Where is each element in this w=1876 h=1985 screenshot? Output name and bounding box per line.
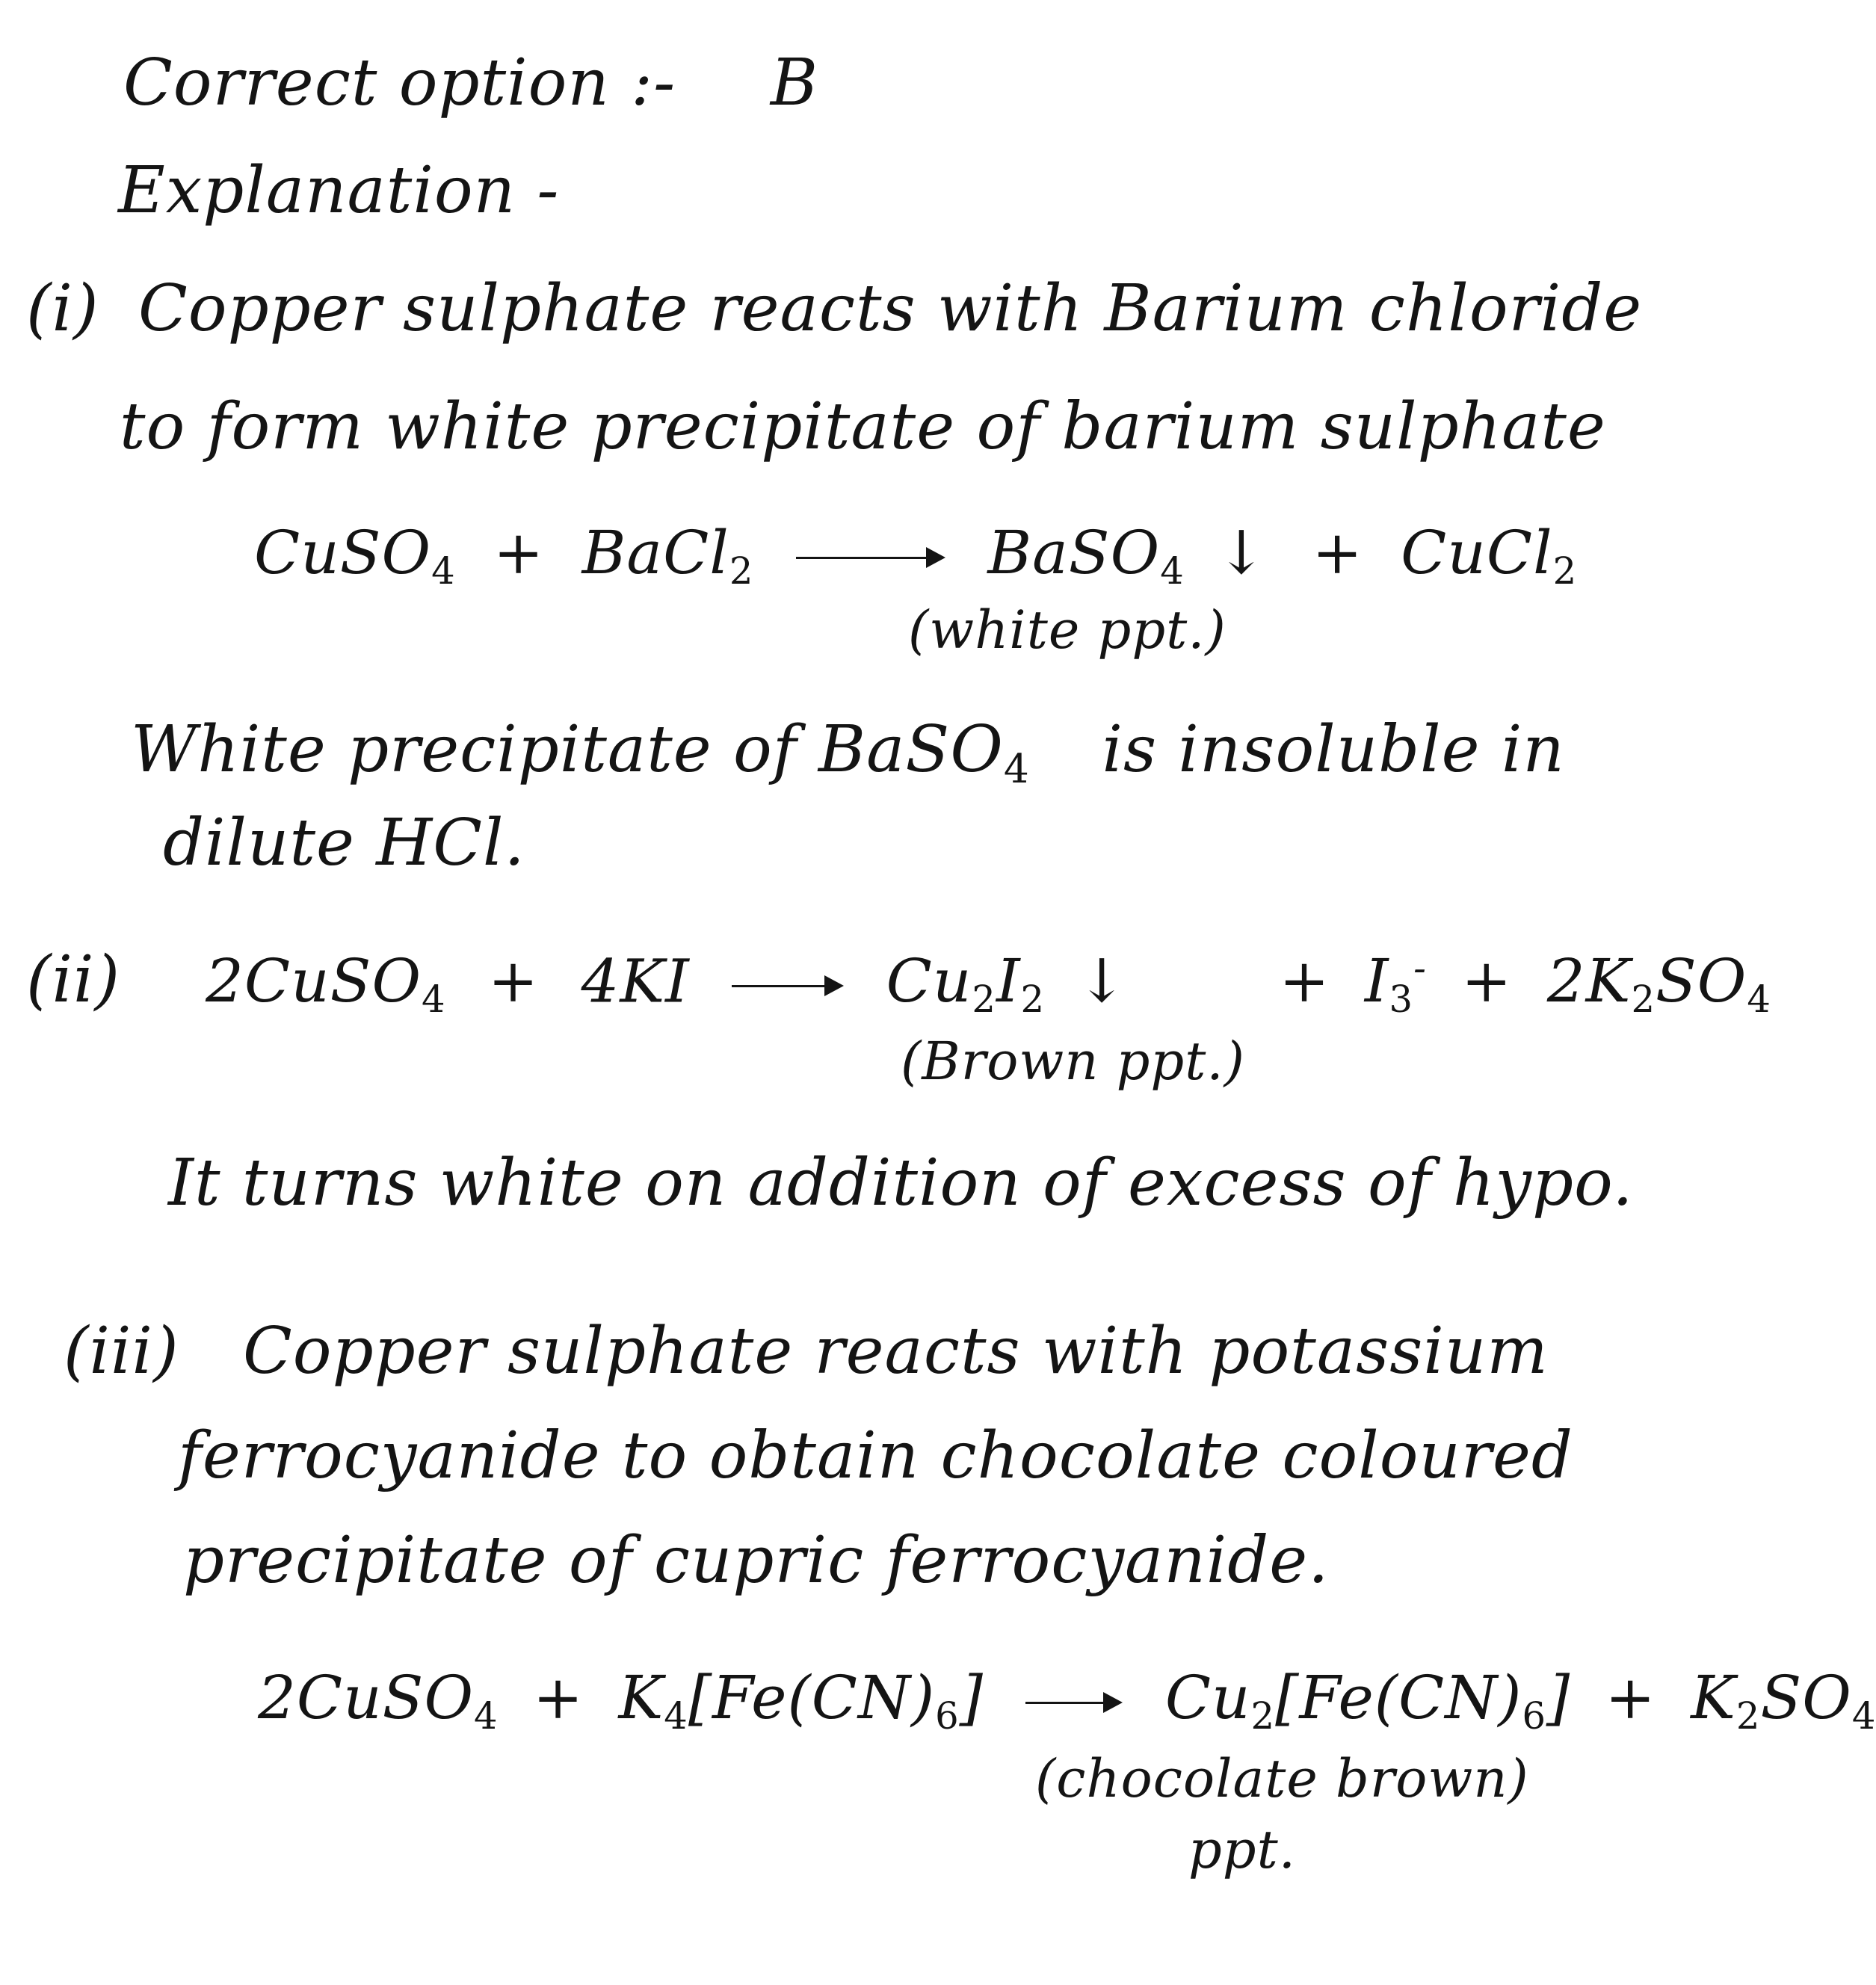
part1-line1: Copper sulphate reacts with Barium chloride: [138, 271, 1643, 346]
part2-equation: [206, 946, 1771, 1022]
part2-marker: (ii): [26, 942, 121, 1017]
eq2-product2: $I_3^-$: [1364, 946, 1427, 1022]
eq3-reactant1: 2CuSO$_4$: [258, 1663, 499, 1738]
eq3-plus2: +: [1605, 1663, 1656, 1732]
eq2-product1: $Cu_2I_2$: [886, 946, 1046, 1022]
part3-line2: ferrocyanide to obtain chocolate coloured: [178, 1418, 1573, 1493]
eq2-arrow-icon: [732, 982, 844, 990]
explanation-label: Explanation -: [118, 153, 560, 228]
correct-option-label: Correct option :-: [123, 46, 676, 120]
eq1-plus1: +: [493, 518, 545, 587]
eq3-arrow-icon: [1025, 1699, 1123, 1706]
eq3-product1: $Cu_2[Fe(CN)_6]$: [1164, 1663, 1571, 1738]
eq2-reactant2: 4KI: [581, 946, 690, 1016]
part3-marker: (iii): [64, 1314, 179, 1389]
eq3-product2: $K_2SO_4$: [1691, 1663, 1876, 1738]
eq2-precipitate-arrow-icon: ↓: [1076, 946, 1128, 1016]
eq1-arrow-icon: [796, 554, 945, 561]
eq2-plus2: +: [1279, 946, 1330, 1016]
eq2-reactant1: 2CuSO$_4$: [206, 946, 446, 1022]
part2-line1: It turns white on addition of excess of hypo.: [168, 1146, 1634, 1220]
eq1-product1: BaSO$_4$: [987, 518, 1185, 593]
eq1-reactant1: CuSO$_4$: [254, 518, 456, 593]
eq2-product3: $2K_2SO_4$: [1546, 946, 1771, 1022]
correct-option-value: B: [770, 46, 819, 120]
part1-line4: dilute HCl.: [163, 806, 525, 880]
eq2-plus3: +: [1461, 946, 1513, 1016]
part1-equation: [254, 518, 1578, 593]
part3-line1: Copper sulphate reacts with potassium: [243, 1314, 1549, 1389]
eq1-precipitate-arrow-icon: ↓: [1216, 518, 1268, 587]
eq1-note: (white ppt.): [908, 599, 1227, 661]
eq3-plus1: +: [533, 1663, 584, 1732]
part3-equation: [258, 1663, 1876, 1738]
part1-marker: (i): [26, 271, 99, 346]
eq2-note: (Brown ppt.): [901, 1031, 1245, 1092]
part1-line3: White precipitate of BaSO$_4$ is insoluble in: [131, 712, 1565, 792]
eq3-note1: (chocolate brown): [1035, 1748, 1529, 1809]
eq1-reactant2: BaCl$_2$: [581, 518, 754, 593]
eq1-product2: CuCl$_2$: [1401, 518, 1578, 593]
eq1-plus2: +: [1312, 518, 1363, 587]
part3-line3: precipitate of cupric ferrocyanide.: [183, 1523, 1330, 1598]
eq3-note2: ppt.: [1188, 1819, 1296, 1880]
correct-option-line: [123, 46, 819, 120]
eq2-plus1: +: [488, 946, 540, 1016]
eq3-reactant2: $K_4[Fe(CN)_6]$: [618, 1663, 984, 1738]
part1-line2: to form white precipitate of barium sulphate: [120, 389, 1606, 464]
